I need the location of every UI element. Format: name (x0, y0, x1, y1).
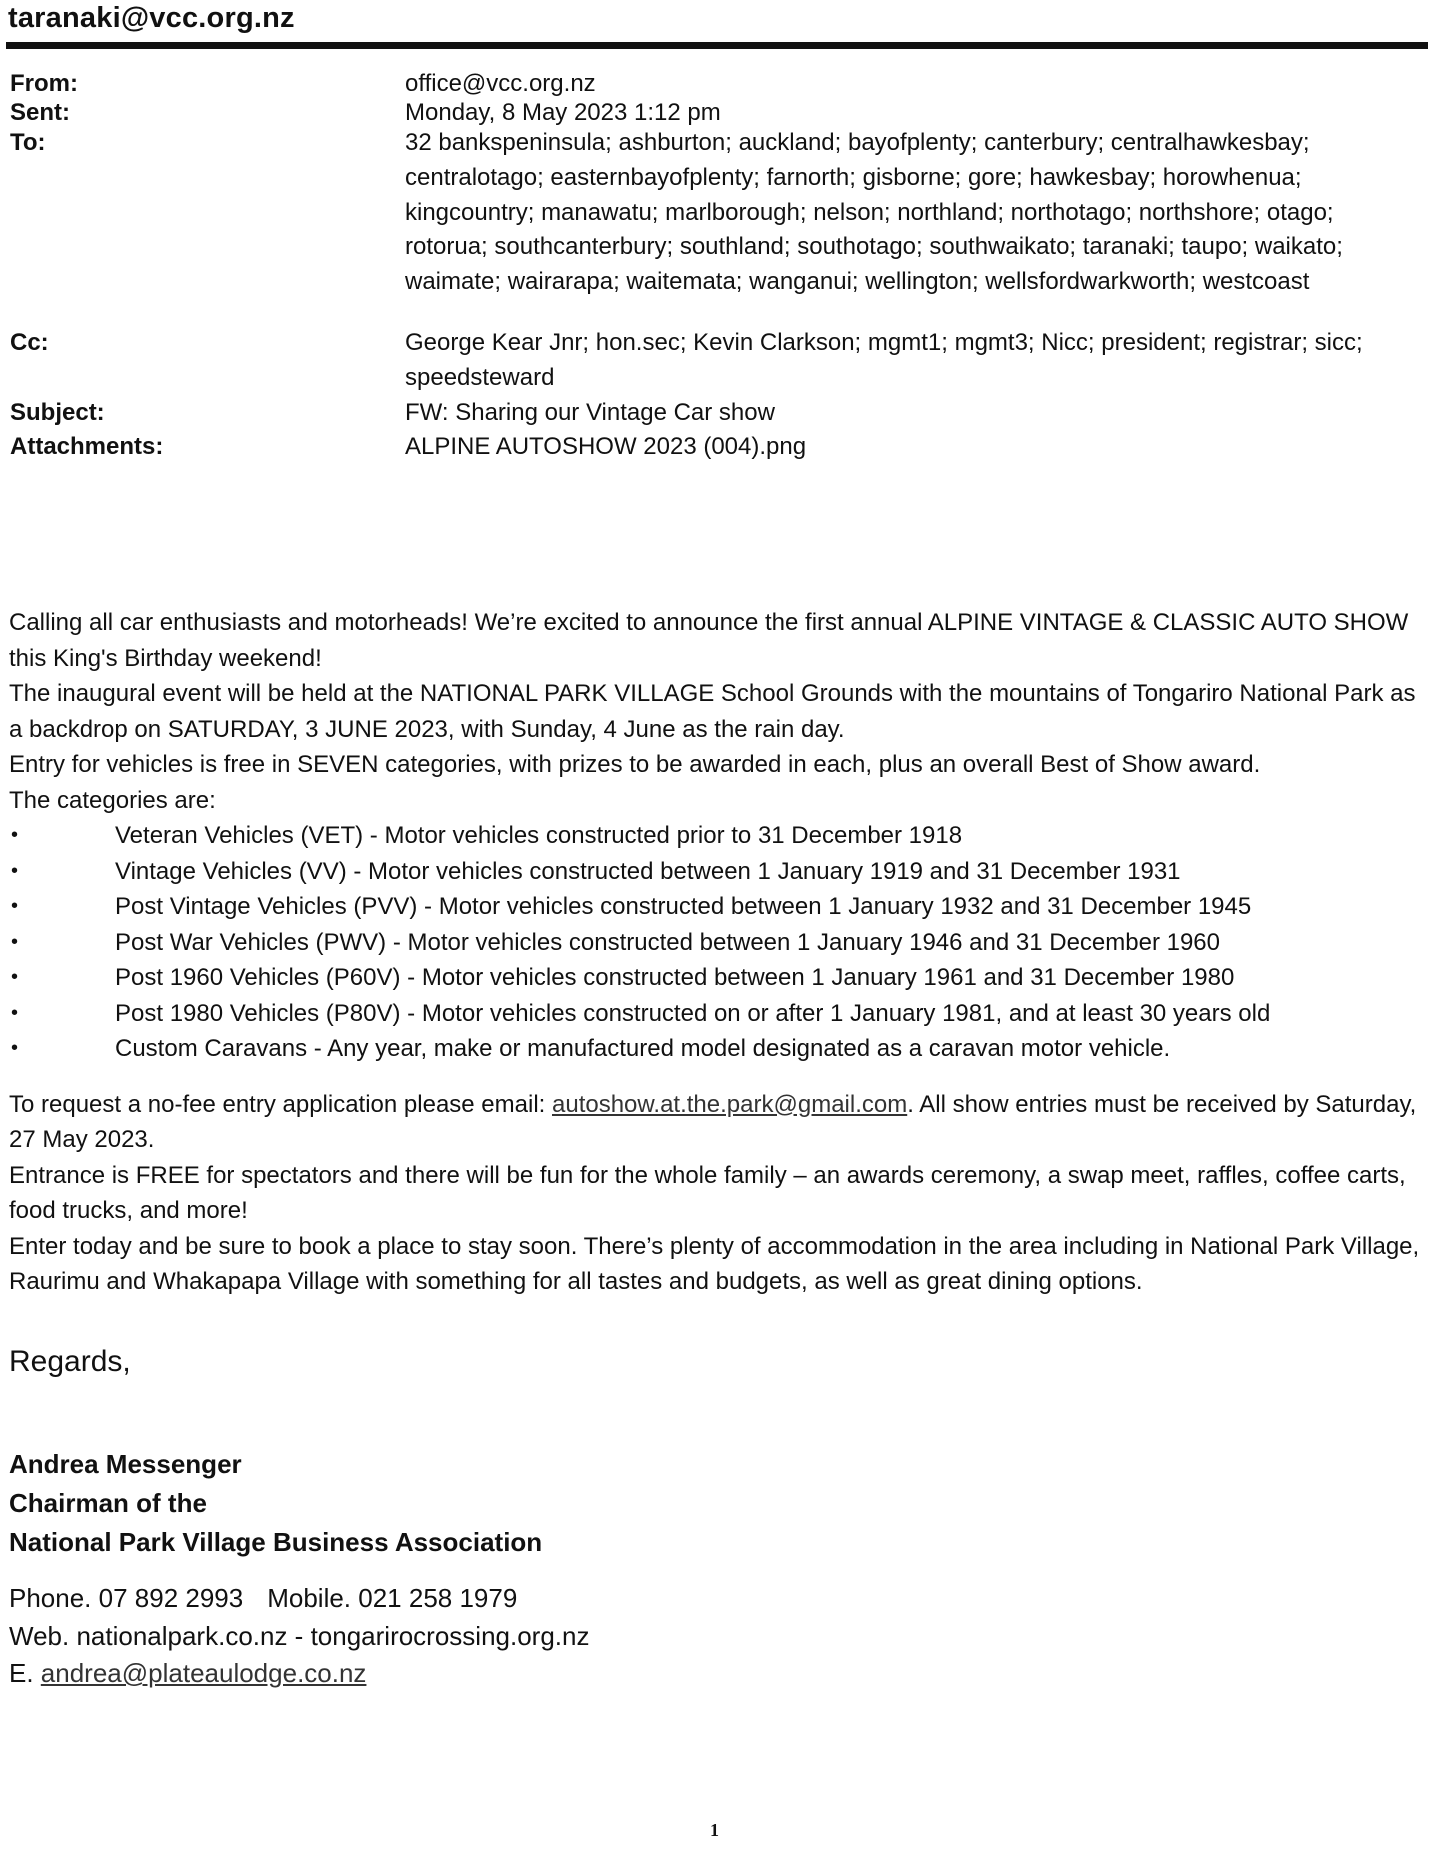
list-item (9, 996, 1427, 1032)
signature-block (9, 1445, 542, 1562)
to-value: 32 bankspeninsula; ashburton; auckland; bayofplenty; canterbury; centralhawkesbay; centralotago; easternbayofplenty; farnorth; gisborne; gore; hawkesbay; horowhenua; kingcountry; manawatu; marlborough; nelson; northland; northotago; northshore; otago; rotorua; southcanterbury; southland; southotago; southwaikato; taranaki; taupo; waikato; waimate; wairarapa; waitemata; wanganui; wellington; wellsfordwarkworth; westcoast (405, 129, 1343, 296)
mailbox-address: taranaki@vcc.org.nz (8, 2, 295, 34)
category-list (9, 818, 1427, 1067)
list-item (9, 854, 1427, 890)
page-number: 1 (710, 1820, 719, 1840)
list-item (9, 818, 1427, 854)
attachments-label: Attachments: (10, 433, 164, 460)
request-prefix: To request a no-fee entry application please email: (9, 1090, 552, 1118)
sent-value: Monday, 8 May 2023 1:12 pm (405, 99, 721, 126)
category-text: Post Vintage Vehicles (PVV) - Motor vehicles constructed between 1 January 1932 and 31 December 1945 (115, 893, 1252, 920)
bullet: • (11, 895, 19, 917)
header-rule (6, 42, 1428, 49)
email-body (9, 605, 1427, 1300)
body-paragraph-request (9, 1087, 1427, 1158)
list-item (9, 960, 1427, 996)
category-text: Post 1960 Vehicles (P60V) - Motor vehicles constructed between 1 January 1961 and 31 December 1980 (115, 964, 1235, 991)
category-text: Post 1980 Vehicles (P80V) - Motor vehicles constructed on or after 1 January 1981, and at least 30 years old (115, 999, 1271, 1027)
body-paragraph-entry: Entry for vehicles is free in SEVEN categories, with prizes to be awarded in each, plus an overall Best of Show award. (9, 751, 1261, 778)
bullet: • (11, 1001, 19, 1024)
category-text: Vintage Vehicles (VV) - Motor vehicles constructed between 1 January 1919 and 31 December 1931 (115, 857, 1181, 885)
contact-block (9, 1580, 589, 1693)
closing: Regards, (9, 1345, 131, 1378)
bullet: • (11, 966, 19, 988)
category-text: Post War Vehicles (PWV) - Motor vehicles constructed between 1 January 1946 and 31 December 1960 (115, 928, 1220, 956)
signature-name: Andrea Messenger (9, 1449, 242, 1479)
signature-title: Chairman of the (9, 1488, 207, 1518)
list-item (9, 925, 1427, 961)
to-label: To: (10, 129, 46, 156)
cc-label: Cc: (10, 329, 49, 356)
contact-web: Web. nationalpark.co.nz - tongarirocrossing.org.nz (9, 1620, 590, 1651)
bullet: • (11, 859, 19, 882)
contact-email-link[interactable]: andrea@plateaulodge.co.nz (40, 1658, 367, 1688)
from-label: From: (10, 70, 78, 97)
spacer (9, 1067, 1427, 1087)
category-text: Veteran Vehicles (VET) - Motor vehicles constructed prior to 31 December 1918 (115, 822, 963, 849)
list-item (9, 1031, 1427, 1067)
list-item (9, 889, 1427, 925)
sent-label: Sent: (10, 99, 70, 126)
email-prefix: E. (9, 1658, 41, 1688)
entry-email-link[interactable]: autoshow.at.the.park@gmail.com (552, 1090, 908, 1118)
bullet: • (11, 824, 19, 846)
bullet: • (11, 930, 19, 953)
phone-number: Phone. 07 892 2993 (9, 1583, 244, 1613)
body-paragraph-spectators: Entrance is FREE for spectators and there will be fun for the whole family – an awards ceremony, a swap meet, raffles, coffee carts, food trucks, and more! (9, 1161, 1406, 1224)
contact-phones (9, 1580, 589, 1618)
request-suffix: . All show entries must be received by Saturday, 27 May 2023. (9, 1090, 1417, 1153)
cc-value: George Kear Jnr; hon.sec; Kevin Clarkson; mgmt1; mgmt3; Nicc; president; registrar; sicc; speedsteward (405, 329, 1363, 391)
contact-email-line (9, 1655, 589, 1693)
body-paragraph-announcement: Calling all car enthusiasts and motorheads! We’re excited to announce the first annual ALPINE VINTAGE & CLASSIC AUTO SHOW this King's Birthday weekend! (9, 609, 1409, 672)
attachments-value: ALPINE AUTOSHOW 2023 (004).png (405, 433, 807, 460)
category-text: Custom Caravans - Any year, make or manufactured model designated as a caravan motor vehicle. (115, 1035, 1171, 1062)
bullet: • (11, 1037, 19, 1059)
signature-organisation: National Park Village Business Association (9, 1527, 543, 1557)
body-paragraph-categories-intro: The categories are: (9, 786, 216, 814)
body-paragraph-accommodation: Enter today and be sure to book a place to stay soon. There’s plenty of accommodation in the area including in National Park Village, Raurimu and Whakapapa Village with something for all tastes and budgets, as well as great dining options. (9, 1232, 1420, 1295)
subject-label: Subject: (10, 399, 105, 426)
mobile-number: Mobile. 021 258 1979 (267, 1583, 518, 1613)
from-value: office@vcc.org.nz (405, 70, 596, 97)
subject-value: FW: Sharing our Vintage Car show (405, 399, 775, 426)
body-paragraph-venue: The inaugural event will be held at the NATIONAL PARK VILLAGE School Grounds with the mountains of Tongariro National Park as a backdrop on SATURDAY, 3 JUNE 2023, with Sunday, 4 June as the rain day. (9, 680, 1416, 743)
